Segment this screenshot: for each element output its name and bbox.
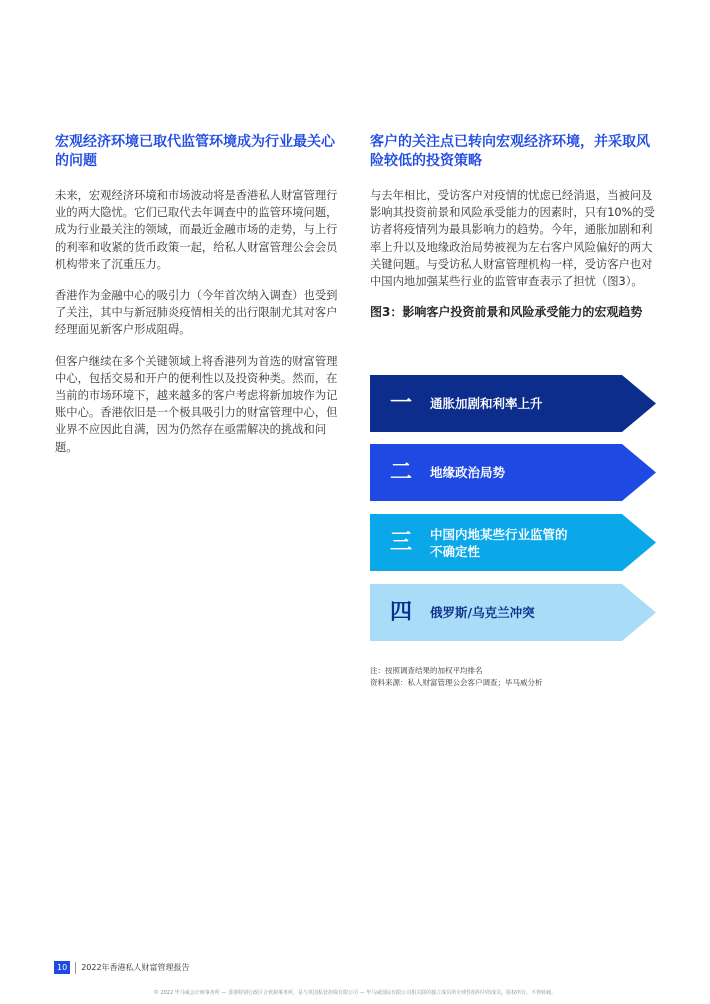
trend-number: 一: [389, 391, 412, 416]
copyright-notice: © 2022 毕马威会计师事务所 — 香港特别行政区合伙制事务所，是与英国私营担保有限公司 — 毕马威国际有限公司相关联的独立成员所全球性组织中的成员。版权所有，不得转载。: [153, 990, 557, 996]
figure-title: 图3：影响客户投资前景和风险承受能力的宏观趋势: [370, 305, 643, 320]
trend-item-1: [370, 375, 656, 432]
trend-label: 地缘政治局势: [430, 465, 506, 480]
trend-number: 四: [389, 600, 412, 625]
left-paragraph-2: 香港作为金融中心的吸引力（今年首次纳入调查）也受到了关注，其中与新冠肺炎疫情相关的出行限制尤其对客户经理面见新客户形成阻碍。: [55, 289, 338, 337]
trend-item-3: [370, 514, 656, 571]
trend-item-4: [370, 584, 656, 641]
page-number: 10: [54, 961, 70, 974]
trend-number: 二: [389, 460, 412, 485]
left-heading: 宏观经济环境已取代监管环境成为行业最关心的问题: [55, 134, 335, 169]
left-column: [55, 133, 341, 470]
trend-number: 三: [389, 530, 412, 555]
figure-source: 资料来源：私人财富管理公会客户调查；毕马威分析: [370, 678, 543, 687]
footer-divider: [75, 962, 76, 974]
right-column: [370, 133, 657, 321]
figure-3-trend-chevrons: [370, 375, 657, 645]
right-heading: 客户的关注点已转向宏观经济环境，并采取风险较低的投资策略: [370, 134, 650, 169]
page-footer: [54, 961, 190, 974]
figure-note: 注：按照调查结果的加权平均排名: [370, 666, 483, 675]
report-title: 2022年香港私人财富管理报告: [81, 963, 190, 972]
trend-label: 俄罗斯/乌克兰冲突: [430, 605, 535, 620]
trend-label: 通胀加剧和利率上升: [430, 396, 543, 411]
right-paragraph-1: 与去年相比，受访客户对疫情的忧虑已经消退，当被问及影响其投资前景和风险承受能力的因素时，只有10%的受访者将疫情列为最具影响力的趋势。今年，通胀加剧和利率上升以及地缘政治局势被视为左右客户风险偏好的两大关键问题。与受访私人财富管理机构一样，受访客户也对中国内地加强某些行业的监管审查表示了担忧（图3）。: [370, 189, 655, 289]
left-paragraph-3: 但客户继续在多个关键领域上将香港列为首选的财富管理中心，包括交易和开户的便利性以及投资种类。然而，在当前的市场环境下，越来越多的客户考虑将新加坡作为记账中心。香港依旧是一个极具吸引力的财富管理中心，但业界不应因此自满，因为仍然存在亟需解决的挑战和问题。: [55, 354, 338, 454]
trend-item-2: [370, 444, 656, 501]
trend-label: 中国内地某些行业监管的 不确定性: [430, 526, 568, 559]
left-paragraph-1: 未来，宏观经济环境和市场波动将是香港私人财富管理行业的两大隐忧。它们已取代去年调查中的监管环境问题，成为行业最关注的领域，而最近金融市场的走势，与上行的利率和收紧的货币政策一起，给私人财富管理公会会员机构带来了沉重压力。: [55, 189, 338, 271]
